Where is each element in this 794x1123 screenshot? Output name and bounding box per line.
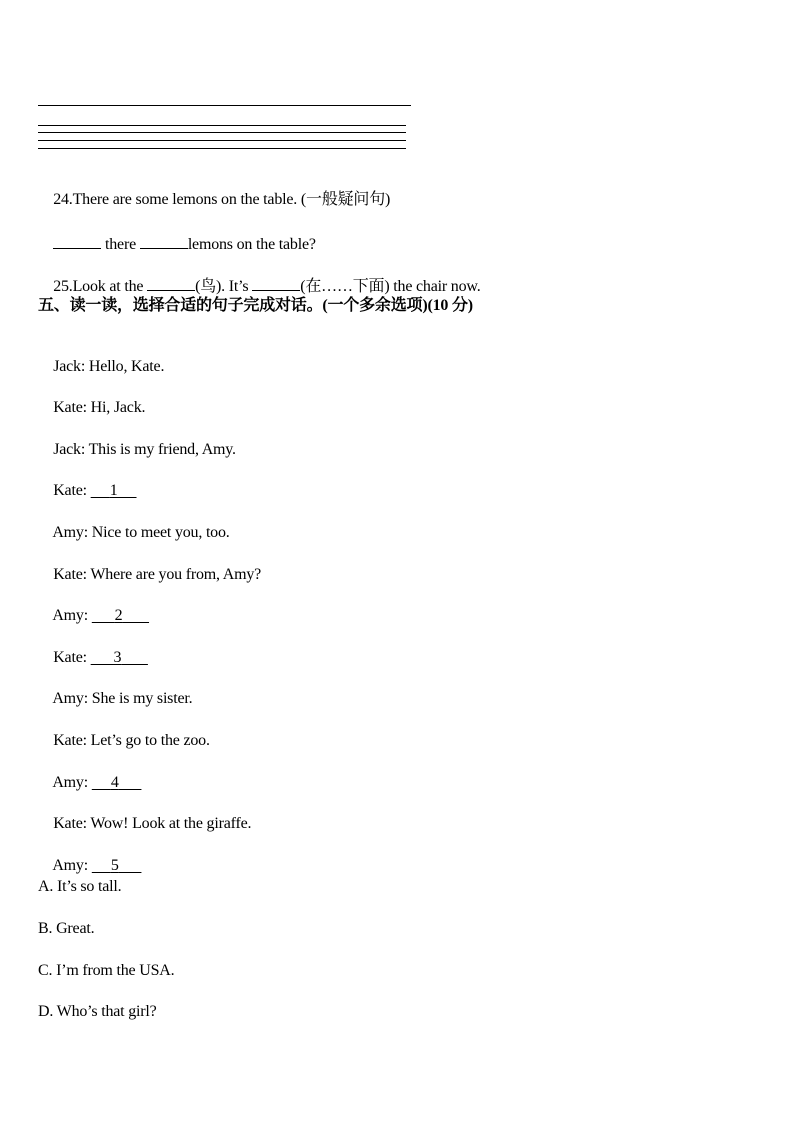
line-text: She is my sister. (91, 690, 193, 707)
blank-number: 2 (114, 607, 123, 624)
speaker: Amy: (52, 607, 88, 624)
question-sentence: There are some lemons on the table. (72, 191, 298, 208)
speaker: Amy: (52, 690, 88, 707)
question-text: Look at the (72, 278, 144, 295)
speaker: Amy: (52, 857, 88, 874)
dialogue-blank[interactable] (91, 481, 137, 501)
answer-text: lemons on the table? (187, 236, 316, 253)
option-c: C. I’m from the USA. (38, 962, 175, 979)
speaker: Kate: (53, 482, 87, 499)
speaker: Kate: (53, 399, 87, 416)
dialogue-blank[interactable] (92, 773, 142, 793)
section-heading: 五、读一读，选择合适的句子完成对话。(一个多余选项)(10 分) (38, 297, 473, 314)
speaker: Kate: (53, 649, 87, 666)
line-text: Wow! Look at the giraffe. (90, 815, 252, 832)
line-text: Nice to meet you, too. (91, 524, 230, 541)
question-hint: (在……下面) the chair now. (300, 278, 481, 295)
answer-text: there (105, 236, 136, 253)
speaker: Jack: (53, 441, 86, 458)
speaker: Kate: (53, 815, 87, 832)
option-b: B. Great. (38, 920, 95, 937)
line-text: Where are you from, Amy? (90, 566, 262, 583)
question-instruction: (一般疑问句) (300, 191, 391, 208)
answer-rule-4 (38, 140, 406, 141)
speaker: Amy: (52, 524, 88, 541)
speaker: Amy: (52, 774, 88, 791)
option-a: A. It’s so tall. (38, 878, 122, 895)
answer-rule-1 (38, 105, 411, 106)
speaker: Kate: (53, 566, 87, 583)
line-text: Hello, Kate. (88, 358, 165, 375)
answer-rule-3 (38, 132, 406, 133)
line-text: Let’s go to the zoo. (90, 732, 210, 749)
blank-number: 4 (110, 774, 119, 791)
blank-number: 3 (113, 649, 122, 666)
answer-blank[interactable] (252, 274, 300, 291)
question-hint: (鸟). It’s (195, 278, 249, 295)
answer-blank[interactable] (147, 274, 195, 291)
blank-number: 5 (110, 857, 119, 874)
speaker: Jack: (53, 358, 86, 375)
answer-blank[interactable] (53, 232, 101, 249)
answer-rule-2 (38, 125, 406, 126)
dialogue-blank[interactable] (92, 856, 142, 876)
line-text: Hi, Jack. (90, 399, 146, 416)
speaker: Kate: (53, 732, 87, 749)
question-number: 24. (53, 191, 73, 208)
blank-number: 1 (109, 482, 118, 499)
answer-blank[interactable] (140, 232, 188, 249)
option-d: D. Who’s that girl? (38, 1003, 157, 1020)
dialogue-blank[interactable] (92, 606, 149, 626)
answer-rule-5 (38, 148, 406, 149)
line-text: This is my friend, Amy. (88, 441, 236, 458)
question-number: 25. (53, 278, 73, 295)
dialogue-blank[interactable] (91, 648, 148, 668)
